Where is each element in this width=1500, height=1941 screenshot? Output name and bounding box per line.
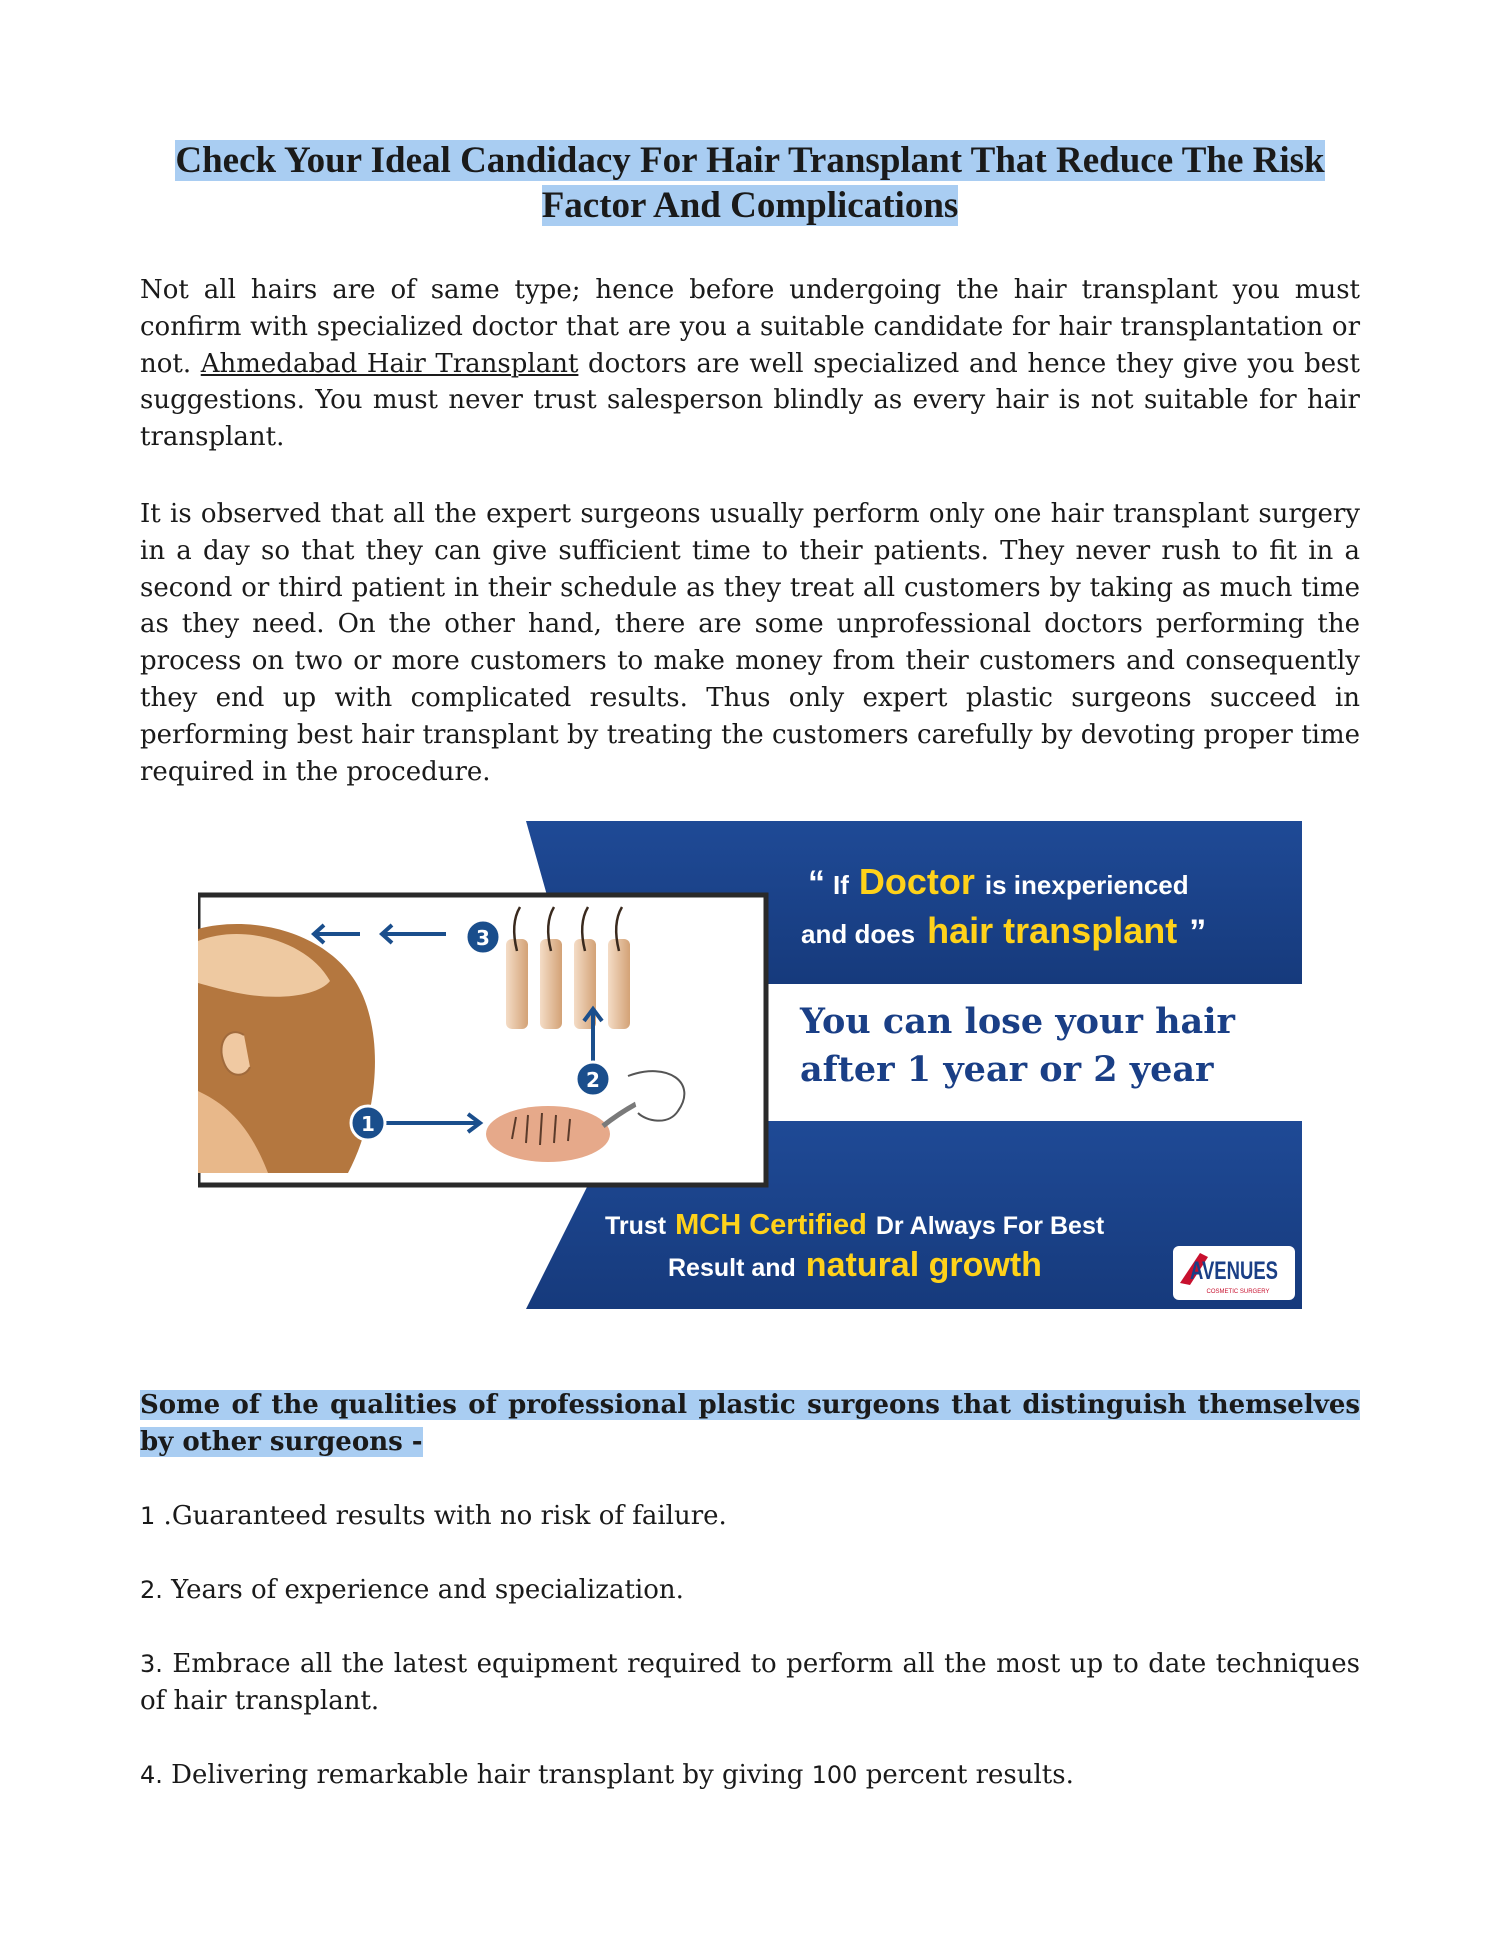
step-1-number: 1 <box>361 1112 375 1136</box>
quality-sep-2 <box>163 1575 171 1605</box>
intro-paragraph <box>140 272 1360 456</box>
quality-text-2: Years of experience and specialization. <box>171 1575 684 1605</box>
quality-sep-3 <box>163 1649 173 1679</box>
quality-number-3: 3. <box>140 1650 163 1678</box>
step-2-badge <box>576 1062 610 1096</box>
qualities-heading <box>140 1387 1360 1461</box>
quality-text-4-start: Delivering remarkable hair transplant by giving <box>171 1760 812 1790</box>
words-hair-transplant: hair transplant <box>927 910 1178 951</box>
avenues-logo <box>1173 1246 1295 1300</box>
close-quote-mark: ” <box>1189 913 1207 951</box>
avenues-logo-subtext: COSMETIC SURGERY <box>1206 1289 1270 1295</box>
quality-sep-1: . <box>155 1501 172 1531</box>
step-1-badge <box>351 1106 385 1140</box>
quality-text-3: Embrace all the latest equipment required to perform all the most up to date techniques of hair transplant. <box>140 1649 1361 1716</box>
open-quote-mark: “ <box>808 864 825 902</box>
words-result-and: Result and <box>668 1254 796 1282</box>
banner-trust-line1 <box>605 1209 1105 1241</box>
quality-item-1 <box>140 1498 1360 1535</box>
page-title-text: Check Your Ideal Candidacy For Hair Transplant That Reduce The Risk Factor And Complications <box>175 140 1325 226</box>
quality-number-4: 4. <box>140 1761 163 1789</box>
banner-warning-line2: after 1 year or 2 year <box>800 1049 1214 1090</box>
words-dr-always-for-best: Dr Always For Best <box>875 1212 1105 1240</box>
quality-number-2: 2. <box>140 1576 163 1604</box>
words-mch-certified: MCH Certified <box>675 1209 867 1241</box>
page-title <box>140 138 1360 228</box>
step-2-number: 2 <box>586 1068 600 1092</box>
intro-text-start: Not all hairs are of same type; hence before undergoing the hair transplant you must confirm with specialized doctor that are you a suitable candidate for hair transplantation or not. <box>140 275 1360 379</box>
quality-sep-4 <box>163 1760 171 1790</box>
quality-text-4-number: 100 <box>811 1761 858 1789</box>
quality-item-4 <box>140 1757 1360 1794</box>
hair-transplant-banner <box>198 821 1302 1309</box>
quality-text-4-end: percent results. <box>857 1760 1074 1790</box>
surgeons-paragraph: It is observed that all the expert surgeons usually perform only one hair transplant surgery in a day so that they can give sufficient time to their patients. They never rush to fit in a second or third patient in their schedule as they treat all customers by taking as much time as they need. On the other hand, there are some unprofessional doctors performing the process on two or more customers to make money from their customers and consequently they end up with complicated results. Thus only expert plastic surgeons succeed in performing best hair transplant by treating the customers carefully by devoting proper time required in the procedure. <box>140 499 1360 787</box>
avenues-logo-text: AVENUES <box>1190 1257 1278 1285</box>
ahmedabad-hair-transplant-link[interactable]: Ahmedabad Hair Transplant <box>200 348 579 379</box>
quality-item-2 <box>140 1572 1360 1609</box>
qualities-heading-text: Some of the qualities of professional plastic surgeons that distinguish themselves by other surgeons - <box>140 1390 1360 1457</box>
word-if: If <box>833 870 849 900</box>
word-is-inexperienced: is inexperienced <box>984 870 1189 900</box>
quality-text-1: Guaranteed results with no risk of failure. <box>171 1501 727 1531</box>
quality-item-3 <box>140 1646 1360 1720</box>
word-doctor: Doctor <box>858 861 975 902</box>
intro-text-end: doctors are well specialized and hence they give you best suggestions. You must never trust salesperson blindly as every hair is not suitable for hair transplant. <box>140 348 1360 453</box>
words-natural-growth: natural growth <box>805 1246 1042 1284</box>
words-and-does: and does <box>801 919 916 949</box>
quality-number-1: 1 <box>140 1502 156 1530</box>
word-trust: Trust <box>605 1212 667 1240</box>
step-3-number: 3 <box>476 926 490 950</box>
step-3-badge <box>466 920 500 954</box>
banner-warning-line1: You can lose your hair <box>800 1001 1235 1042</box>
